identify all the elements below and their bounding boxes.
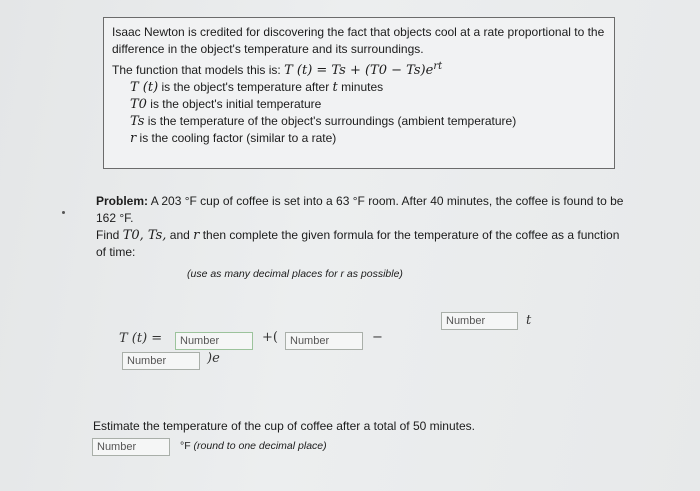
formula-exponent: rt [433,61,443,72]
formula-lhs: T (t) = [119,331,163,346]
def-Ts: Ts is the temperature of the object's surroundings (ambient temperature) [130,114,517,129]
r-input[interactable]: Number [441,312,518,330]
problem-statement: Problem: A 203 °F cup of coffee is set into a 63 °F room. After 40 minutes, the coffee is found to be 162 °F. Find T0, Ts, and r then complete the given formula for the temperature of the coffee as a function of time: [96,194,624,259]
close-paren-e: )e [207,351,220,366]
function-line: The function that models this is: T $(t) = Ts + (T0 - Ts)e^{rt}$ [112,61,443,78]
side-dot [62,211,65,214]
ts-subtract-input[interactable]: Number [122,352,200,370]
ts-input[interactable]: Number [175,332,253,350]
exponent-t: t [526,313,532,328]
info-box [103,17,615,169]
def-T: T (t) is the object's temperature after t minutes [130,80,384,95]
plus-paren: +( [262,330,278,345]
estimate-input[interactable]: Number [92,438,170,456]
problem-label: Problem: [96,194,149,208]
round-note: °F (round to one decimal place) [180,440,327,452]
cooling-formula: T (t) = Ts + (T0 − Ts)e [284,63,434,78]
estimate-question: Estimate the temperature of the cup of coffee after a total of 50 minutes. [93,419,475,433]
info-intro: Isaac Newton is credited for discovering the fact that objects cool at a rate proportional to the difference in the object's temperature and its surroundings. [112,25,605,56]
def-T0: T0 is the object's initial temperature [130,97,322,112]
decimal-hint: (use as many decimal places for r as possible) [187,268,403,280]
minus-sign: − [372,330,383,345]
t0-input[interactable]: Number [285,332,363,350]
def-r: r is the cooling factor (similar to a rate) [130,131,337,146]
